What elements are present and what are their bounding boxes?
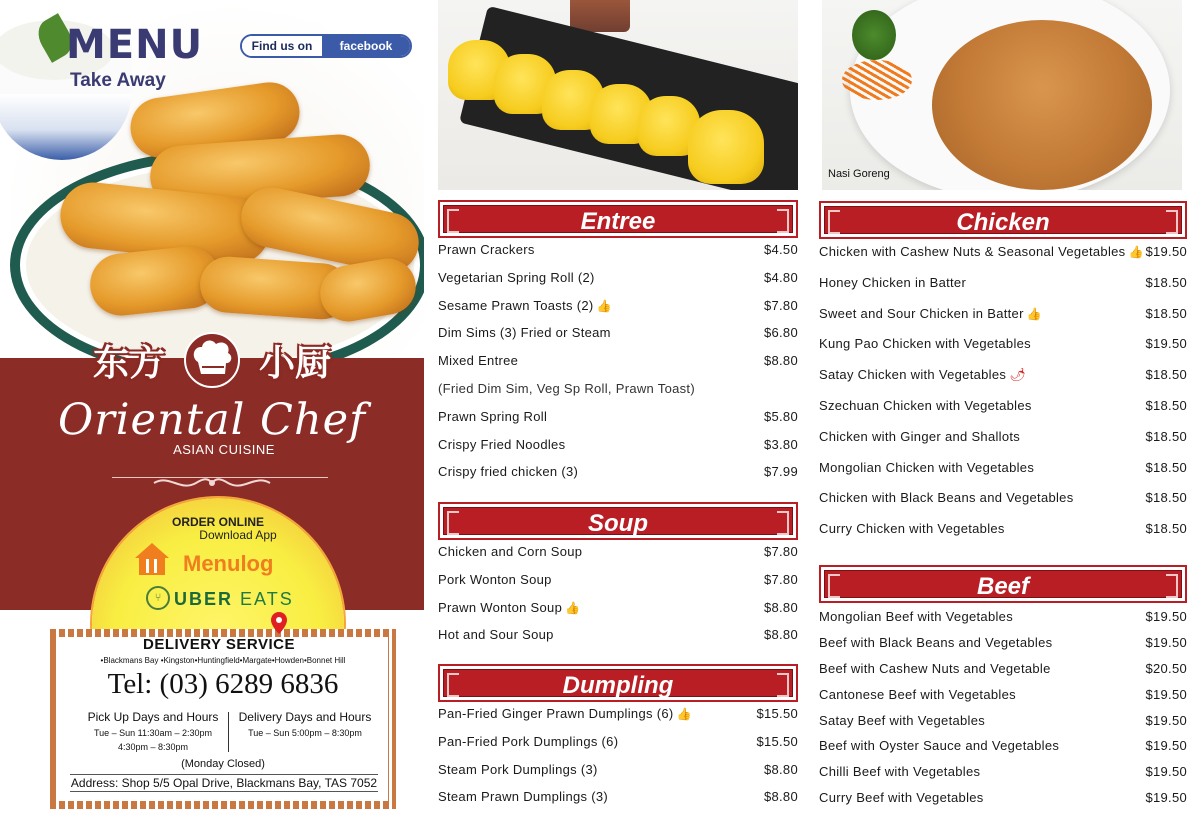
menu-item-name: Chicken with Cashew Nuts & Seasonal Vegetables 👍 xyxy=(819,244,1144,259)
uber-eats-icon: ⑂ xyxy=(146,586,170,610)
menu-item xyxy=(819,784,1187,810)
delivery-hours xyxy=(230,710,380,740)
menu-item xyxy=(819,484,1187,515)
menu-item-name: Satay Chicken with Vegetables 🌶 xyxy=(819,367,1027,383)
menu-item-name: Mixed Entree xyxy=(438,353,519,369)
menu-item-price: $19.50 xyxy=(1145,609,1187,624)
menu-item-name: Beef with Oyster Sauce and Vegetables xyxy=(819,738,1060,754)
menu-item-price: $19.50 xyxy=(1145,336,1187,352)
menu-item-name: Hot and Sour Soup xyxy=(438,627,554,643)
menu-item xyxy=(438,728,798,756)
facebook-find-label: Find us on xyxy=(242,36,322,56)
menu-item-price: $18.50 xyxy=(1145,305,1187,321)
menu-item-price: $8.80 xyxy=(763,789,798,805)
menu-item xyxy=(438,236,798,264)
menu-item xyxy=(819,629,1187,655)
menu-item-name: Mongolian Beef with Vegetables xyxy=(819,609,1014,624)
dumpling-photo xyxy=(438,0,798,190)
chef-hat-icon xyxy=(181,332,243,388)
menu-item xyxy=(438,700,798,728)
menu-item-name: (Fried Dim Sim, Veg Sp Roll, Prawn Toast) xyxy=(438,380,695,396)
menu-item-name: Dim Sims (3) Fried or Steam xyxy=(438,325,611,341)
menu-item-price: $20.50 xyxy=(1145,660,1187,676)
menu-item-price: $7.80 xyxy=(763,297,798,313)
eats-label: EATS xyxy=(240,589,294,609)
section-title: Entree xyxy=(580,208,656,235)
menu-item-price: $18.50 xyxy=(1145,459,1187,475)
menu-item-price: $4.50 xyxy=(763,242,798,257)
menu-item-price: $18.50 xyxy=(1145,367,1187,383)
entree-list xyxy=(438,236,798,486)
entree-header xyxy=(440,202,796,236)
menu-item-name: Szechuan Chicken with Vegetables xyxy=(819,397,1032,413)
menu-item-price: $7.80 xyxy=(763,571,798,587)
menu-item xyxy=(819,330,1187,361)
menu-item-price: $19.50 xyxy=(1145,790,1187,806)
menu-item xyxy=(438,431,798,459)
soup-header xyxy=(440,504,796,538)
menu-title: MENU xyxy=(66,22,204,68)
menu-item xyxy=(819,300,1187,331)
menu-item-price: $4.80 xyxy=(763,269,798,285)
menu-item-price: $5.80 xyxy=(763,408,798,424)
take-away-label: Take Away xyxy=(70,70,166,91)
delivery-hours-line: Tue – Sun 5:00pm – 8:30pm xyxy=(248,728,362,738)
pickup-hours-line: Tue – Sun 11:30am – 2:30pm xyxy=(93,728,213,738)
section-title: Chicken xyxy=(956,209,1050,236)
order-online-label: ORDER ONLINE xyxy=(171,515,264,529)
cuisine-label: ASIAN CUISINE xyxy=(173,442,275,457)
delivery-suburbs: •Blackmans Bay •Kingston•Huntingfield•Margate•Howden•Bonnet Hill xyxy=(100,656,346,665)
menu-item-price: $15.50 xyxy=(756,706,798,721)
restaurant-name: Oriental Chef xyxy=(58,395,366,445)
menu-item-name: Prawn Wonton Soup 👍 xyxy=(438,599,581,615)
chinese-name-row xyxy=(0,332,424,388)
facebook-badge[interactable] xyxy=(240,34,412,58)
menu-item-name: Pan-Fried Ginger Prawn Dumplings (6) 👍 xyxy=(438,706,692,721)
menu-item-price: $18.50 xyxy=(1145,521,1187,537)
menu-item xyxy=(438,403,798,431)
chili-icon: 🌶 xyxy=(1009,367,1027,383)
thumbs-up-icon: 👍 xyxy=(1026,306,1042,321)
menu-item-name: Kung Pao Chicken with Vegetables xyxy=(819,336,1031,352)
menu-item-name: Prawn Crackers xyxy=(438,242,535,257)
hours-divider xyxy=(228,712,229,752)
menu-item-price: $8.80 xyxy=(763,599,798,615)
menu-item xyxy=(819,238,1187,269)
menu-item-name: Sesame Prawn Toasts (2) 👍 xyxy=(438,297,612,313)
phone-number[interactable]: Tel: (03) 6289 6836 xyxy=(107,668,339,700)
beef-header xyxy=(821,567,1185,601)
menu-item-name: Curry Beef with Vegetables xyxy=(819,790,984,806)
section-title: Beef xyxy=(976,573,1030,600)
menu-item xyxy=(438,292,798,320)
pickup-hours-title: Pick Up Days and Hours xyxy=(87,710,219,724)
soup-list xyxy=(438,538,798,649)
menu-item xyxy=(819,655,1187,681)
menu-item-name: Chicken with Black Beans and Vegetables xyxy=(819,490,1074,506)
menu-item-name: Honey Chicken in Batter xyxy=(819,274,967,290)
chinese-name-left: 东方 xyxy=(92,342,165,384)
uber-eats-link[interactable] xyxy=(174,589,294,610)
menu-item xyxy=(819,392,1187,423)
menu-item xyxy=(438,594,798,622)
menu-item-name: Crispy fried chicken (3) xyxy=(438,464,579,480)
menu-item-price: $6.80 xyxy=(763,325,798,341)
menu-item-name: Mongolian Chicken with Vegetables xyxy=(819,459,1035,475)
menu-item-price: $18.50 xyxy=(1145,397,1187,413)
menu-item-price: $19.50 xyxy=(1145,764,1187,780)
menulog-house-icon xyxy=(133,541,171,577)
photo-caption: Nasi Goreng xyxy=(828,168,890,180)
menu-item xyxy=(819,515,1187,546)
facebook-logo-text: facebook xyxy=(322,36,410,56)
pickup-hours-line: 4:30pm – 8:30pm xyxy=(117,742,189,752)
menu-item xyxy=(438,756,798,784)
menu-item-name: Steam Pork Dumplings (3) xyxy=(438,761,598,777)
menu-item xyxy=(819,454,1187,485)
chinese-name-right: 小厨 xyxy=(259,342,332,384)
menu-item xyxy=(438,783,798,811)
menu-item-price: $15.50 xyxy=(756,733,798,749)
menu-item xyxy=(819,732,1187,758)
menu-item-name: Steam Prawn Dumplings (3) xyxy=(438,789,609,805)
menu-item-name: Curry Chicken with Vegetables xyxy=(819,521,1005,537)
menu-item-name: Pork Wonton Soup xyxy=(438,571,552,587)
menu-item xyxy=(819,361,1187,392)
menu-item xyxy=(438,458,798,486)
menu-item-price: $19.50 xyxy=(1145,712,1187,728)
menu-item xyxy=(819,681,1187,707)
menu-item-price: $3.80 xyxy=(763,436,798,452)
menu-item xyxy=(819,758,1187,784)
beef-list xyxy=(819,603,1187,810)
menu-item-price: $19.50 xyxy=(1145,738,1187,754)
menu-item-name: Beef with Cashew Nuts and Vegetable xyxy=(819,660,1051,676)
address: Address: Shop 5/5 Opal Drive, Blackmans Bay, TAS 7052 xyxy=(70,776,378,790)
menu-item xyxy=(438,375,798,403)
menu-item xyxy=(819,269,1187,300)
dumpling-header xyxy=(440,666,796,700)
pickup-hours xyxy=(78,710,228,754)
section-title: Soup xyxy=(588,510,648,537)
menu-item-price: $19.50 xyxy=(1145,634,1187,650)
menu-item-name: Chicken with Ginger and Shallots xyxy=(819,428,1021,444)
menu-item-name: Chilli Beef with Vegetables xyxy=(819,764,981,780)
monday-closed-note: (Monday Closed) xyxy=(181,758,265,770)
menu-item xyxy=(438,621,798,649)
menu-item-name: Prawn Spring Roll xyxy=(438,408,548,424)
menu-item xyxy=(819,423,1187,454)
menu-item xyxy=(438,264,798,292)
menu-item-price: $19.50 xyxy=(1145,244,1187,259)
menu-item-name: Crispy Fried Noodles xyxy=(438,436,566,452)
menu-item xyxy=(438,538,798,566)
download-app-label: Download App xyxy=(199,528,277,542)
menu-item xyxy=(438,566,798,594)
thumbs-up-icon: 👍 xyxy=(596,298,612,313)
menu-item-name: Cantonese Beef with Vegetables xyxy=(819,686,1016,702)
flyer-left-panel xyxy=(0,0,424,836)
menu-item-name: Sweet and Sour Chicken in Batter 👍 xyxy=(819,305,1042,321)
menu-item xyxy=(819,707,1187,733)
menu-item-price: $8.80 xyxy=(763,353,798,369)
thumbs-up-icon: 👍 xyxy=(676,707,692,721)
menu-item-price: $8.80 xyxy=(763,627,798,643)
dumpling-list xyxy=(438,700,798,811)
chicken-list xyxy=(819,238,1187,546)
location-pin-icon xyxy=(271,612,287,634)
thumbs-up-icon: 👍 xyxy=(565,600,581,615)
menu-item-price: $8.80 xyxy=(763,761,798,777)
menu-item-name: Pan-Fried Pork Dumplings (6) xyxy=(438,733,619,749)
delivery-service-title: DELIVERY SERVICE xyxy=(143,636,295,653)
menu-item-price: $7.80 xyxy=(763,544,798,559)
flourish-ornament xyxy=(150,474,274,492)
menu-item-name: Beef with Black Beans and Vegetables xyxy=(819,634,1053,650)
thumbs-up-icon: 👍 xyxy=(1128,245,1144,259)
uber-label: UBER xyxy=(174,589,234,609)
menu-item xyxy=(438,347,798,375)
nasi-goreng-photo xyxy=(822,0,1182,190)
menu-item-name: Vegetarian Spring Roll (2) xyxy=(438,269,595,285)
section-title: Dumpling xyxy=(562,672,674,699)
menu-item-price: $18.50 xyxy=(1145,490,1187,506)
menu-item xyxy=(819,603,1187,629)
menu-item-price: $7.99 xyxy=(763,464,798,480)
menu-item-price: $18.50 xyxy=(1145,428,1187,444)
menu-item-name: Satay Beef with Vegetables xyxy=(819,712,986,728)
delivery-hours-title: Delivery Days and Hours xyxy=(238,710,372,724)
menu-item-price: $18.50 xyxy=(1145,274,1187,290)
menu-item xyxy=(438,319,798,347)
menulog-link[interactable]: Menulog xyxy=(183,551,274,576)
chicken-header xyxy=(821,203,1185,237)
menu-item-price: $19.50 xyxy=(1145,686,1187,702)
menu-item-name: Chicken and Corn Soup xyxy=(438,544,583,559)
